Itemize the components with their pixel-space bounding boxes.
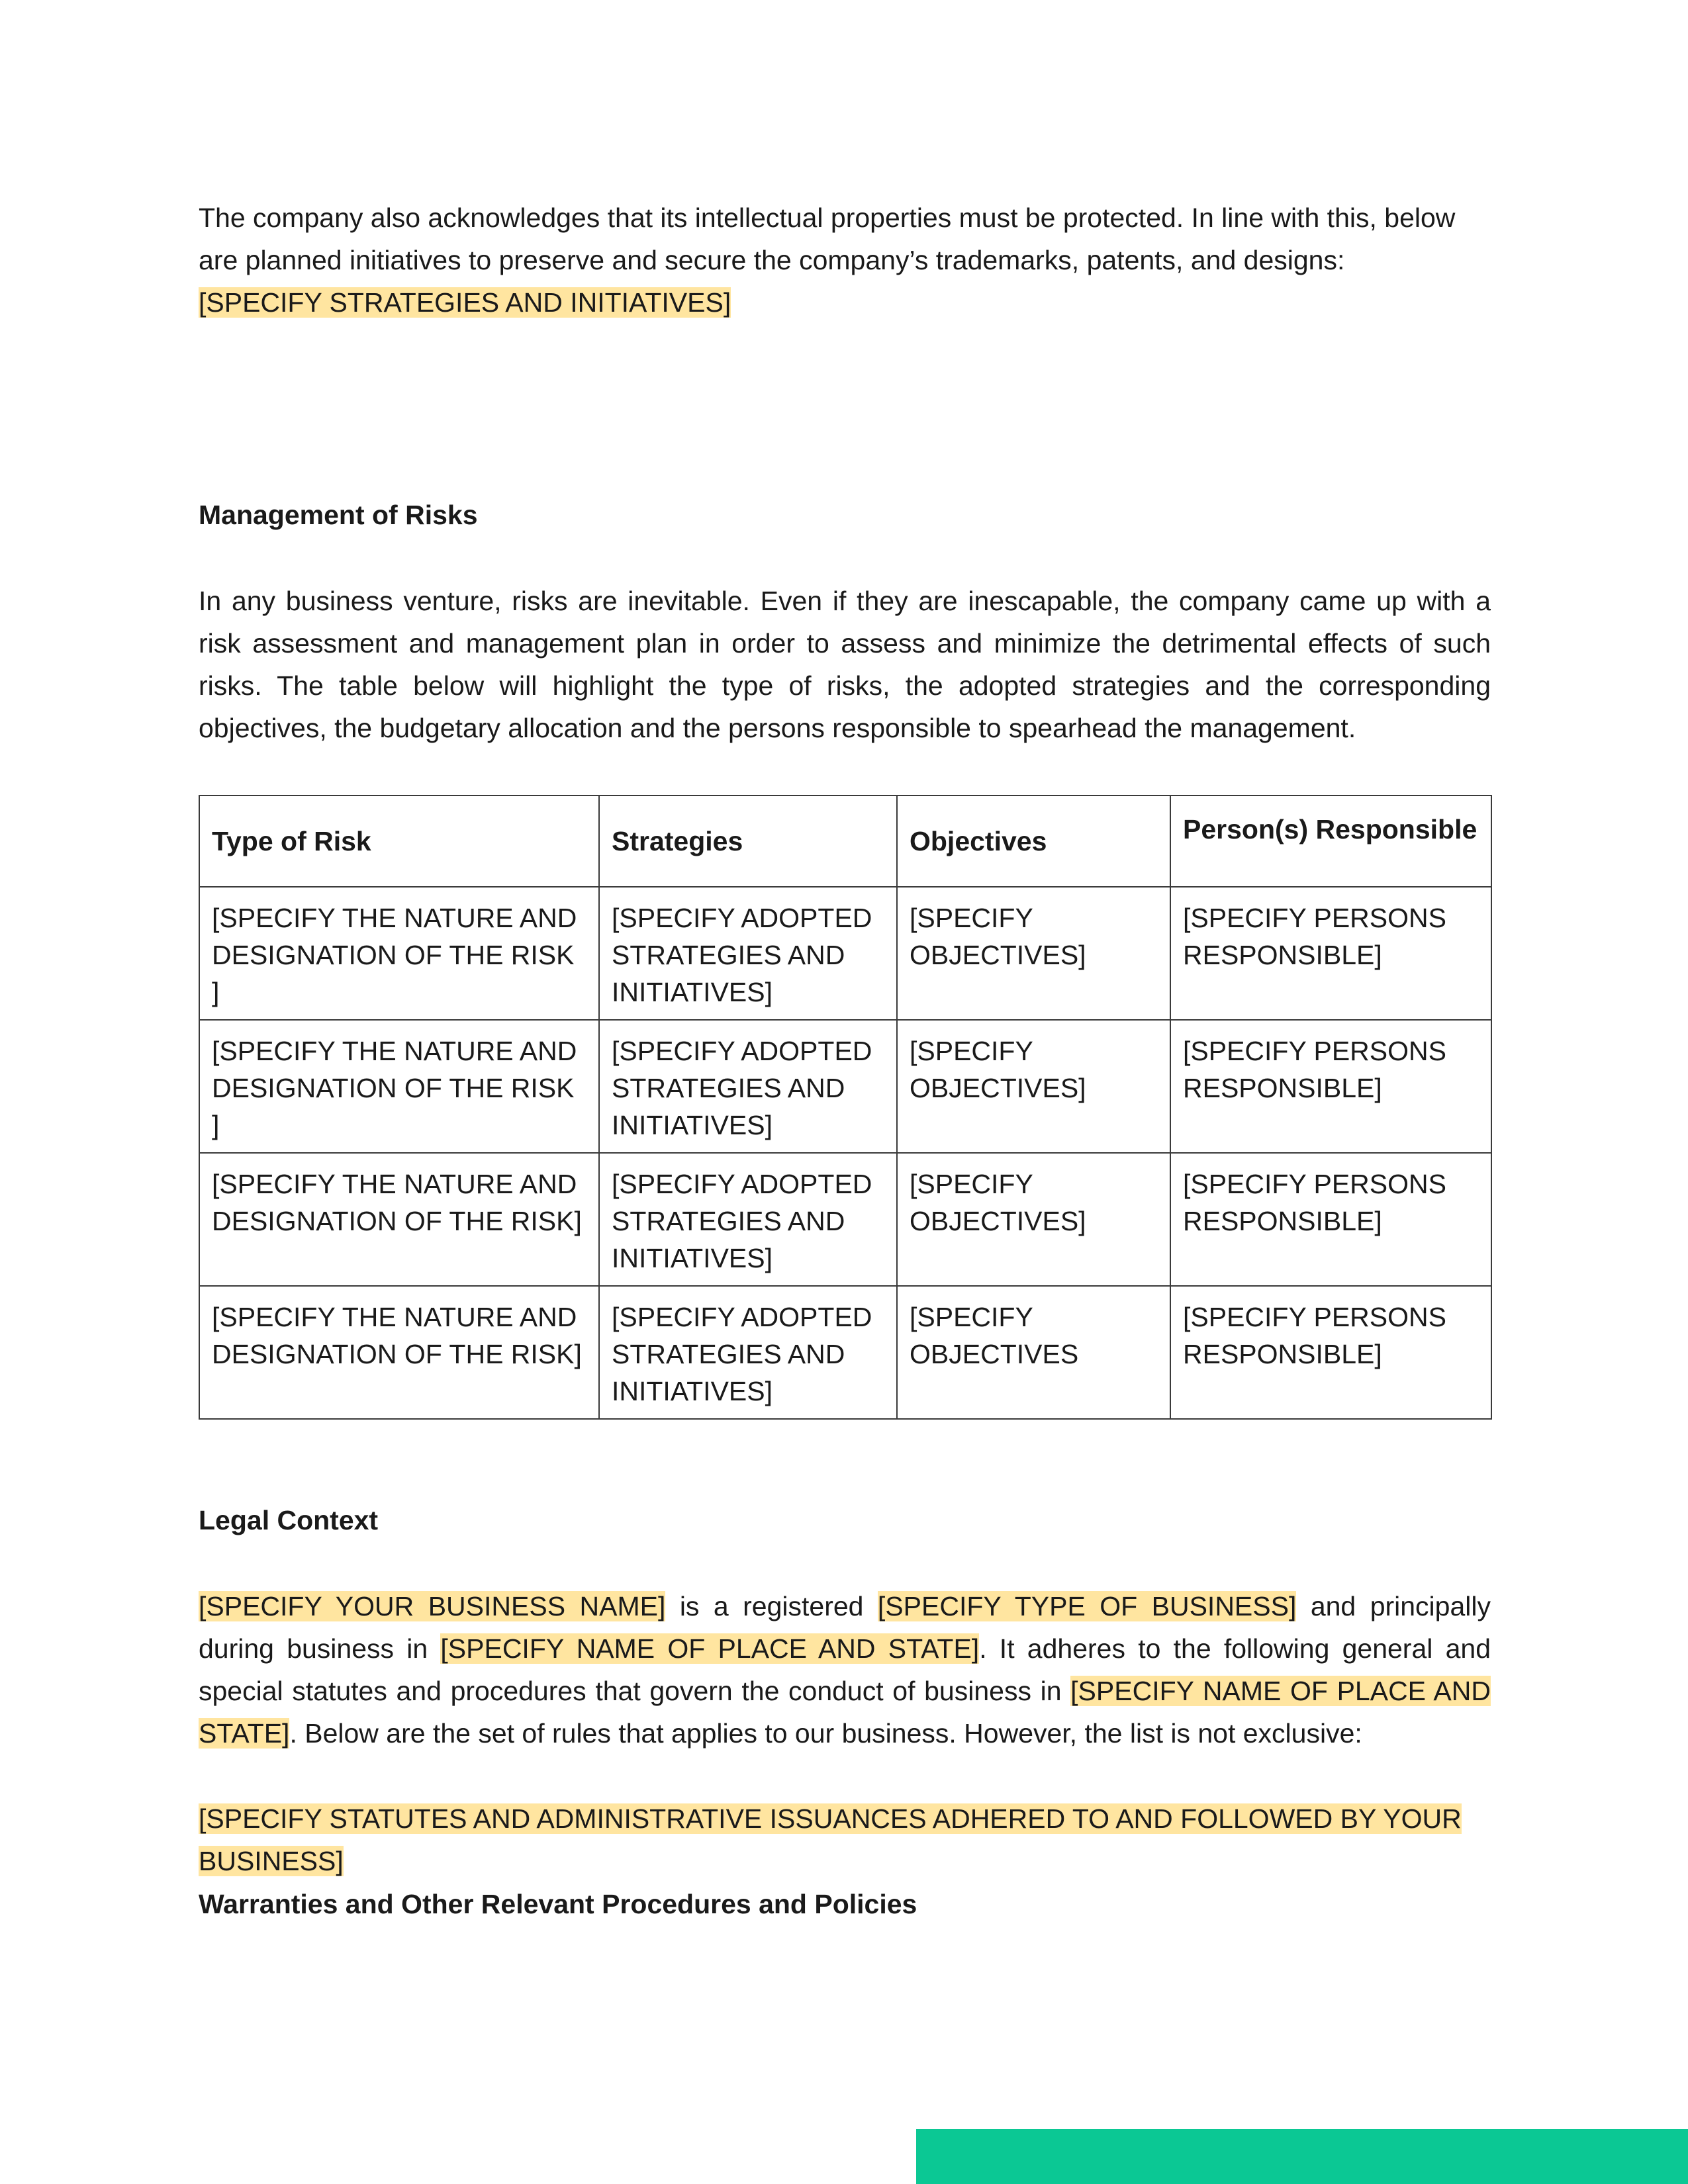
cell-persons-responsible: [SPECIFY PERSONS RESPONSIBLE] bbox=[1170, 1020, 1491, 1153]
legal-text-3: . It adheres to the following general and special statutes and procedures that govern the conduct of business in bbox=[199, 1633, 1491, 1706]
header-persons-responsible: Person(s) Responsible bbox=[1170, 796, 1491, 887]
header-objectives: Objectives bbox=[897, 796, 1170, 887]
cell-objectives: [SPECIFY OBJECTIVES] bbox=[897, 1153, 1170, 1286]
management-of-risks-heading: Management of Risks bbox=[199, 500, 478, 530]
cell-objectives: [SPECIFY OBJECTIVES] bbox=[897, 1020, 1170, 1153]
legal-text-1: is a registered bbox=[665, 1591, 878, 1621]
cell-persons-responsible: [SPECIFY PERSONS RESPONSIBLE] bbox=[1170, 1286, 1491, 1419]
place-state-placeholder: [SPECIFY NAME OF PLACE AND STATE] bbox=[199, 1676, 1491, 1749]
cell-risk-type: [SPECIFY THE NATURE AND DESIGNATION OF THE RISK] bbox=[199, 1153, 599, 1286]
risk-table-header-row bbox=[199, 796, 1491, 887]
legal-context-heading: Legal Context bbox=[199, 1505, 379, 1535]
statutes-line bbox=[199, 1797, 1491, 1882]
cell-risk-type: [SPECIFY THE NATURE AND DESIGNATION OF THE RISK] bbox=[199, 1286, 599, 1419]
risks-paragraph: In any business venture, risks are inevitable. Even if they are inescapable, the company came up with a risk assessment and management plan in order to assess and minimize the detrimental effects of such risks. The table below will highlight the type of risks, the adopted strategies and the corresponding objectives, the budgetary allocation and the persons responsible to spearhead the management. bbox=[199, 586, 1491, 743]
footer-accent-bar bbox=[916, 2129, 1688, 2184]
cell-persons-responsible: [SPECIFY PERSONS RESPONSIBLE] bbox=[1170, 1153, 1491, 1286]
place-state-placeholder: [SPECIFY NAME OF PLACE AND STATE] bbox=[440, 1633, 980, 1664]
cell-strategies: [SPECIFY ADOPTED STRATEGIES AND INITIATIVES] bbox=[599, 887, 897, 1020]
cell-objectives: [SPECIFY OBJECTIVES bbox=[897, 1286, 1170, 1419]
header-strategies: Strategies bbox=[599, 796, 897, 887]
strategies-placeholder: [SPECIFY STRATEGIES AND INITIATIVES] bbox=[199, 287, 731, 318]
cell-strategies: [SPECIFY ADOPTED STRATEGIES AND INITIATIVES] bbox=[599, 1020, 897, 1153]
legal-paragraph bbox=[199, 1585, 1491, 1754]
table-row bbox=[199, 1020, 1491, 1153]
cell-persons-responsible: [SPECIFY PERSONS RESPONSIBLE] bbox=[1170, 887, 1491, 1020]
header-type-of-risk: Type of Risk bbox=[199, 796, 599, 887]
business-name-placeholder: [SPECIFY YOUR BUSINESS NAME] bbox=[199, 1591, 666, 1621]
table-row bbox=[199, 1153, 1491, 1286]
table-row bbox=[199, 887, 1491, 1020]
intro-text: The company also acknowledges that its intellectual properties must be protected. In line with this, below are planned initiatives to preserve and secure the company’s trademarks, patents, and designs: bbox=[199, 203, 1456, 275]
statutes-placeholder: [SPECIFY STATUTES AND ADMINISTRATIVE ISSUANCES ADHERED TO AND FOLLOWED BY YOUR BUSINESS] bbox=[199, 1803, 1462, 1876]
warranties-heading: Warranties and Other Relevant Procedures and Policies bbox=[199, 1889, 917, 1919]
cell-risk-type: [SPECIFY THE NATURE AND DESIGNATION OF THE RISK ] bbox=[199, 1020, 599, 1153]
legal-text-4: . Below are the set of rules that applies to our business. However, the list is not exclusive: bbox=[289, 1718, 1362, 1749]
intro-paragraph bbox=[199, 197, 1491, 324]
risk-table bbox=[199, 795, 1492, 1420]
cell-strategies: [SPECIFY ADOPTED STRATEGIES AND INITIATIVES] bbox=[599, 1153, 897, 1286]
legal-text-2: and principally during business in bbox=[199, 1591, 1491, 1664]
cell-objectives: [SPECIFY OBJECTIVES] bbox=[897, 887, 1170, 1020]
cell-strategies: [SPECIFY ADOPTED STRATEGIES AND INITIATIVES] bbox=[599, 1286, 897, 1419]
cell-risk-type: [SPECIFY THE NATURE AND DESIGNATION OF THE RISK ] bbox=[199, 887, 599, 1020]
table-row bbox=[199, 1286, 1491, 1419]
business-type-placeholder: [SPECIFY TYPE OF BUSINESS] bbox=[877, 1591, 1297, 1621]
